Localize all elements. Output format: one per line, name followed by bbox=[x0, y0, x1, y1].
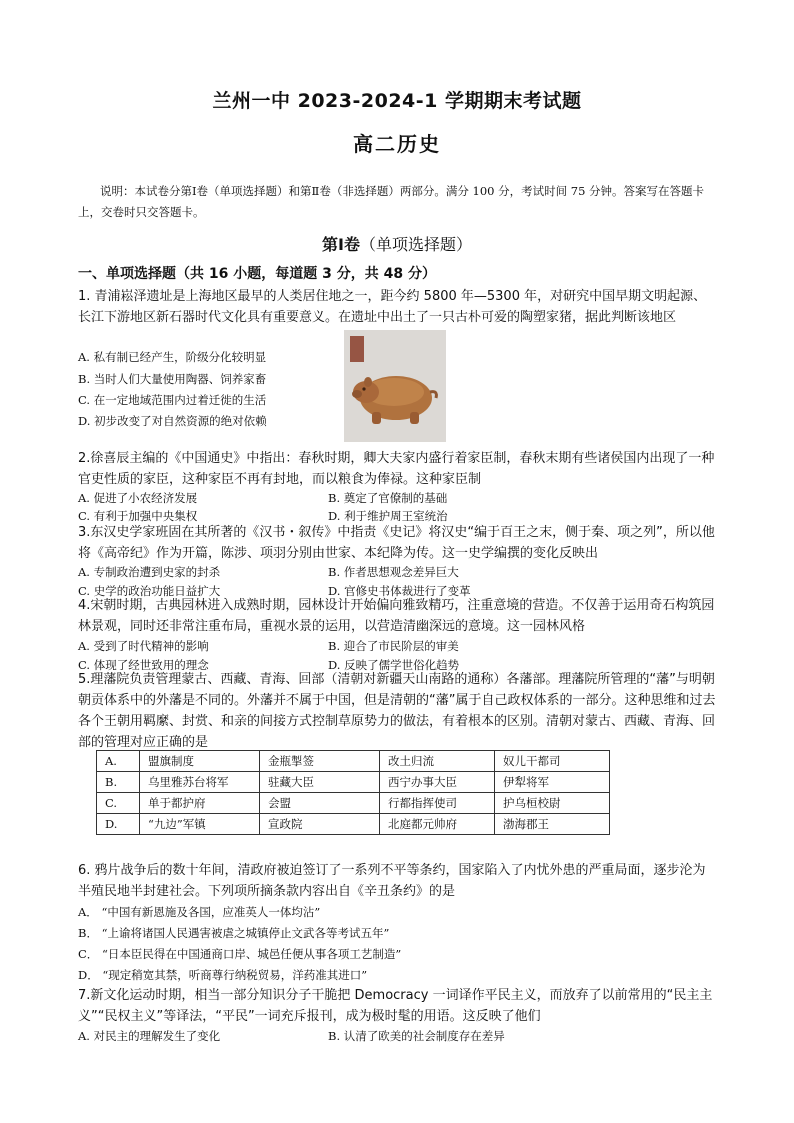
question-3-option-c: C. 史学的政治功能日益扩大 bbox=[78, 584, 221, 598]
question-3-option-b: B. 作者思想观念差异巨大 bbox=[328, 565, 459, 579]
table-cell: 奴儿干都司 bbox=[495, 751, 610, 772]
question-3-option-d: D. 官修史书体裁进行了变革 bbox=[328, 584, 471, 598]
table-cell: D. bbox=[97, 814, 140, 835]
exam-instructions: 说明：本试卷分第Ⅰ卷（单项选择题）和第Ⅱ卷（非选择题）两部分。满分 100 分，考试时间 75 分钟。答案写在答题卡上，交卷时只交答题卡。 bbox=[78, 184, 705, 219]
table-row bbox=[97, 814, 610, 835]
part-heading bbox=[0, 232, 794, 255]
table-cell: 宣政院 bbox=[260, 814, 380, 835]
table-cell: 驻藏大臣 bbox=[260, 772, 380, 793]
table-cell: B. bbox=[97, 772, 140, 793]
part-label: 第Ⅰ卷 bbox=[322, 235, 360, 254]
table-cell: A. bbox=[97, 751, 140, 772]
table-cell: 渤海郡王 bbox=[495, 814, 610, 835]
table-cell: 单于都护府 bbox=[140, 793, 260, 814]
table-cell: 乌里雅苏台将军 bbox=[140, 772, 260, 793]
question-6-option-a: A． “中国有新恩施及各国，应准英人一体均沾” bbox=[78, 905, 321, 919]
table-cell: “九边”军镇 bbox=[140, 814, 260, 835]
question-2-stem: 2.徐喜辰主编的《中国通史》中指出：春秋时期，卿大夫家内盛行着家臣制，春秋末期有些诸侯国内出现了一种官吏性质的家臣，这种家臣不再有封地，而以粮食为俸禄。这种家臣制 bbox=[78, 451, 715, 487]
section-heading: 一、单项选择题（共 16 小题，每道题 3 分，共 48 分） bbox=[78, 266, 436, 282]
question-2-option-d: D. 利于维护周王室统治 bbox=[328, 509, 448, 523]
question-4-option-d: D. 反映了儒学世俗化趋势 bbox=[328, 658, 460, 672]
question-2-option-c: C. 有利于加强中央集权 bbox=[78, 509, 198, 523]
pottery-pig-icon bbox=[344, 330, 446, 442]
question-6-stem: 6. 鸦片战争后的数十年间，清政府被迫签订了一系列不平等条约，国家陷入了内忧外患的严重局面，逐步沦为半殖民地半封建社会。下列项所摘条款内容出自《辛丑条约》的是 bbox=[78, 863, 706, 899]
table-cell: 西宁办事大臣 bbox=[380, 772, 495, 793]
question-7-option-a: A. 对民主的理解发生了变化 bbox=[78, 1029, 221, 1043]
pottery-pig-image bbox=[344, 330, 446, 442]
exam-subject: 高二历史 bbox=[353, 132, 441, 156]
question-6-option-b: B． “上谕将诸国人民遇害被虐之城镇停止文武各等考试五年” bbox=[78, 926, 390, 940]
question-4-option-b: B. 迎合了市民阶层的审美 bbox=[328, 639, 459, 653]
exam-title: 兰州一中 2023-2024-1 学期期末考试题 bbox=[212, 90, 582, 112]
question-4-option-a: A. 受到了时代精神的影响 bbox=[78, 639, 209, 653]
table-cell: 伊犁将军 bbox=[495, 772, 610, 793]
question-3-stem: 3.东汉史学家班固在其所著的《汉书・叙传》中指责《史记》将汉史“编于百王之末，侧于秦、项之列”，所以他将《高帝纪》作为开篇，陈涉、项羽分别由世家、本纪降为传。这一史学编撰的变化反映出 bbox=[78, 525, 715, 561]
table-row bbox=[97, 772, 610, 793]
question-1-option-b: B. 当时人们大量使用陶器、饲养家畜 bbox=[78, 372, 267, 386]
question-1-option-d: D. 初步改变了对自然资源的绝对依赖 bbox=[78, 414, 267, 428]
table-cell: 行都指挥使司 bbox=[380, 793, 495, 814]
table-cell: 会盟 bbox=[260, 793, 380, 814]
table-cell: 金瓶掣签 bbox=[260, 751, 380, 772]
question-2-option-a: A. 促进了小农经济发展 bbox=[78, 491, 198, 505]
question-4-stem: 4.宋朝时期，古典园林进入成熟时期，园林设计开始偏向雅致精巧，注重意境的营造。不仅善于运用奇石构筑园林景观，同时还非常注重布局，重视水景的运用，以营造清幽深远的意境。这一园林风格 bbox=[78, 598, 715, 634]
question-6-option-d: D． “现定稍宽其禁，听商尊行纳税贸易，洋药准其进口” bbox=[78, 968, 368, 982]
question-1-option-c: C. 在一定地域范围内过着迁徙的生活 bbox=[78, 393, 267, 407]
table-cell: 改土归流 bbox=[380, 751, 495, 772]
table-row bbox=[97, 793, 610, 814]
table-cell: 盟旗制度 bbox=[140, 751, 260, 772]
table-row bbox=[97, 751, 610, 772]
table-cell: 北庭都元帅府 bbox=[380, 814, 495, 835]
question-3-option-a: A. 专制政治遭到史家的封杀 bbox=[78, 565, 221, 579]
table-cell: C. bbox=[97, 793, 140, 814]
part-subtitle: （单项选择题） bbox=[359, 235, 472, 254]
question-1-stem: 1. 青浦崧泽遗址是上海地区最早的人类居住地之一，距今约 5800 年—5300 年，对研究中国早期文明起源、长江下游地区新石器时代文化具有重要意义。在遗址中出土了一只古朴可爱的陶塑家猪，据此判断该地区 bbox=[78, 289, 707, 325]
question-4-option-c: C. 体现了经世致用的理念 bbox=[78, 658, 209, 672]
table-cell: 护乌桓校尉 bbox=[495, 793, 610, 814]
question-5-stem: 5.理藩院负责管理蒙古、西藏、青海、回部（清朝对新疆天山南路的通称）各藩部。理藩院所管理的“藩”与明朝朝贡体系中的外藩是不同的。外藩并不属于中国，但是清朝的“藩”属于自己政权体系的一部分。这种思维和过去各个王朝用羁縻、封赏、和亲的间接方式控制草原势力的做法，有着根本的区别。清朝对蒙古、西藏、青海、回部的管理对应正确的是 bbox=[78, 672, 716, 750]
question-6-option-c: C． “日本臣民得在中国通商口岸、城邑任便从事各项工艺制造” bbox=[78, 947, 402, 961]
question-5-table bbox=[96, 750, 610, 835]
question-2-option-b: B. 奠定了官僚制的基础 bbox=[328, 491, 448, 505]
question-1-option-a: A. 私有制已经产生，阶级分化较明显 bbox=[78, 350, 267, 364]
question-7-option-b: B. 认清了欧美的社会制度存在差异 bbox=[328, 1029, 505, 1043]
question-7-stem: 7.新文化运动时期，相当一部分知识分子干脆把 Democracy 一词译作平民主义，而放弃了以前常用的“民主主义”“民权主义”等译法，“平民”一词充斥报刊，成为极时髦的用语。这反映了他们 bbox=[78, 988, 713, 1024]
